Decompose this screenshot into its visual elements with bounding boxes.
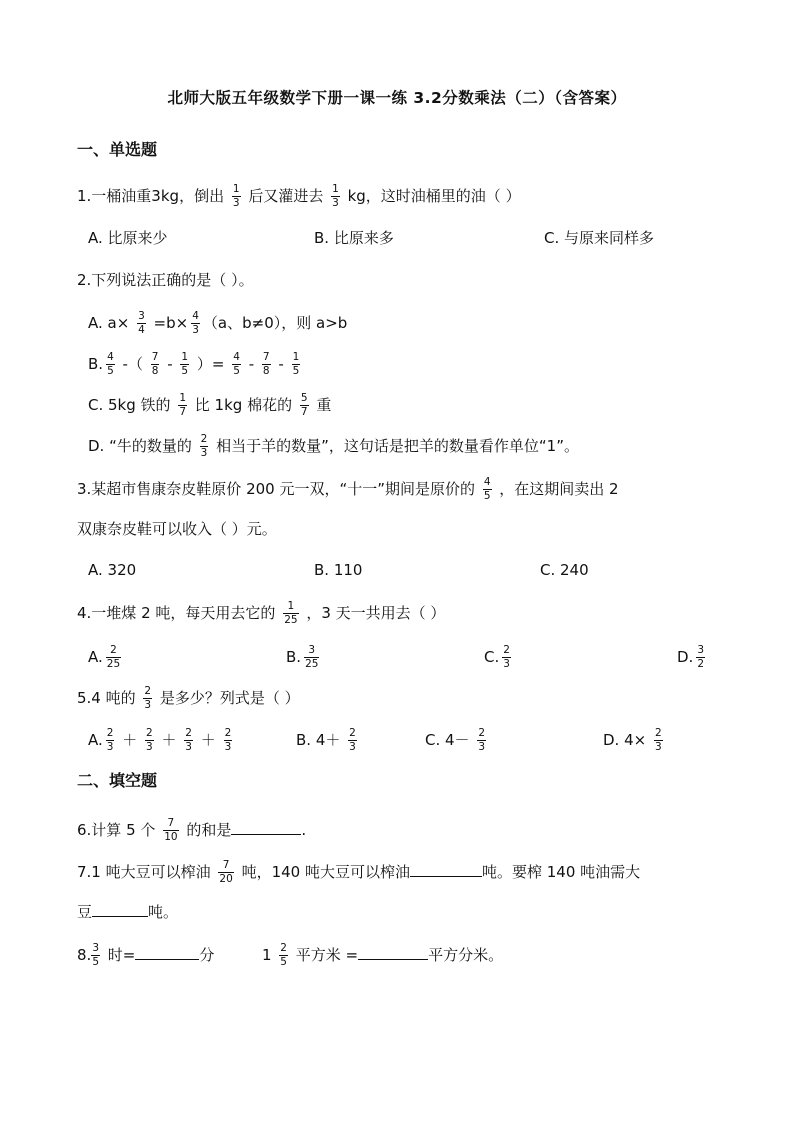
fraction-numerator: 1 [287, 600, 295, 612]
text-fragment: 相当于羊的数量”，这句话是把羊的数量看作单位“1”。 [216, 437, 579, 455]
text-fragment: C. 4－ [425, 731, 470, 749]
fraction-denominator: 3 [192, 324, 199, 336]
fraction-denominator: 3 [349, 741, 356, 753]
fraction-numerator: 2 [110, 644, 117, 656]
answer-blank[interactable] [135, 945, 199, 960]
text-fragment: ，在这期间卖出 2 [499, 480, 619, 498]
question-2: 2.下列说法正确的是（ ）。 [77, 271, 254, 289]
text-fragment: - [278, 355, 284, 373]
answer-blank[interactable] [92, 902, 148, 917]
fraction-numerator: 1 [232, 183, 240, 195]
text-fragment: C. 5kg 铁的 [88, 396, 171, 414]
fraction-numerator: 3 [308, 644, 316, 656]
fraction-numerator: 2 [144, 685, 152, 697]
fraction-denominator: 5 [233, 365, 240, 377]
fraction [696, 645, 705, 670]
q2-option-c[interactable] [88, 393, 331, 418]
text-fragment: ，3 天一共用去（ ） [306, 604, 446, 622]
text-fragment: 重 [316, 396, 332, 414]
text-fragment: . [301, 821, 307, 839]
text-fragment: A. [88, 648, 103, 666]
fraction-denominator: 7 [300, 406, 308, 418]
fraction-denominator: 8 [151, 365, 159, 377]
fraction-denominator: 3 [185, 741, 192, 753]
fraction-denominator: 3 [146, 741, 153, 753]
fraction-denominator: 3 [332, 197, 339, 209]
text-fragment: kg，这时油桶里的油（ ） [347, 187, 521, 205]
fraction-denominator: 5 [107, 365, 114, 377]
q4-option-c[interactable] [484, 645, 514, 670]
fraction-denominator: 3 [503, 658, 510, 670]
text-fragment: ）= [196, 355, 225, 373]
text-fragment: C. [484, 648, 500, 666]
text-fragment: ＋ [161, 731, 177, 749]
fraction-numerator: 2 [654, 727, 662, 739]
text-fragment: D. “牛的数量的 [88, 437, 192, 455]
fraction-denominator: 7 [179, 406, 186, 418]
question-6 [77, 818, 306, 843]
fraction [477, 728, 486, 753]
fraction-denominator: 3 [106, 741, 114, 753]
fraction-numerator: 1 [332, 183, 339, 195]
fraction [232, 184, 241, 209]
answer-blank[interactable] [410, 862, 482, 877]
fraction-numerator: 2 [106, 727, 114, 739]
q2-option-d[interactable] [88, 434, 579, 459]
text-fragment: - [248, 355, 255, 373]
fraction [91, 943, 100, 968]
fraction [106, 728, 115, 753]
fraction-numerator: 1 [292, 351, 300, 363]
text-fragment: 6.计算 5 个 [77, 821, 156, 839]
fraction [106, 352, 115, 377]
fraction-numerator: 7 [222, 859, 230, 871]
q5-option-c[interactable] [425, 728, 489, 753]
q1-option-a[interactable]: A. 比原来少 [88, 229, 168, 247]
fraction [502, 645, 511, 670]
fraction-numerator: 2 [200, 433, 208, 445]
fraction-numerator: 5 [300, 392, 308, 404]
fraction [200, 434, 209, 459]
text-fragment: - [167, 355, 173, 373]
fraction [178, 393, 187, 418]
text-fragment: 吨，140 吨大豆可以榨油 [241, 863, 410, 881]
text-fragment: 8. [77, 946, 92, 964]
fraction-numerator: 2 [280, 942, 287, 954]
text-fragment: 比 1kg 棉花的 [194, 396, 293, 414]
fraction [180, 352, 189, 377]
fraction [304, 645, 319, 670]
text-fragment: 1.一桶油重3kg，倒出 [77, 187, 225, 205]
text-fragment: ＋ [122, 731, 138, 749]
fraction-numerator: 4 [192, 310, 199, 322]
fraction-denominator: 3 [232, 197, 240, 209]
text-fragment: 是多少？列式是（ ） [159, 689, 300, 707]
question-7 [77, 860, 640, 885]
fraction [348, 728, 357, 753]
text-fragment: 后又灌进去 [248, 187, 324, 205]
fraction-numerator: 2 [146, 727, 153, 739]
text-fragment: 吨。 [148, 903, 179, 921]
question-4 [77, 601, 445, 626]
fraction-denominator: 25 [305, 658, 319, 670]
fraction [151, 352, 160, 377]
fraction [106, 645, 121, 670]
fraction-numerator: 7 [167, 817, 175, 829]
fraction [218, 860, 233, 885]
question-5 [77, 686, 300, 711]
fraction-denominator: 3 [654, 741, 662, 753]
text-fragment: 7.1 吨大豆可以榨油 [77, 863, 211, 881]
fraction-denominator: 5 [181, 365, 189, 377]
fraction [163, 818, 178, 843]
question-7-line-2 [77, 902, 178, 922]
q5-option-a[interactable] [88, 728, 235, 753]
text-fragment: 吨。要榨 140 吨油需大 [481, 863, 641, 881]
fraction-numerator: 2 [503, 644, 510, 656]
text-fragment: B. 4＋ [296, 731, 341, 749]
fraction-denominator: 20 [219, 873, 233, 885]
q5-option-d[interactable] [603, 728, 666, 753]
question-8 [77, 943, 503, 968]
text-fragment: 5.4 吨的 [77, 689, 136, 707]
fraction [232, 352, 241, 377]
fraction [145, 728, 154, 753]
answer-blank[interactable] [358, 945, 428, 960]
q2-option-b[interactable] [88, 352, 303, 377]
fraction-numerator: 3 [697, 644, 705, 656]
q1-option-b[interactable]: B. 比原来多 [314, 229, 394, 247]
text-fragment: 平方分米。 [428, 946, 504, 964]
text-fragment: 的和是 [186, 821, 232, 839]
text-fragment: D. 4× [603, 731, 647, 749]
fraction [300, 393, 309, 418]
fraction-numerator: 7 [151, 351, 159, 363]
fraction [224, 728, 233, 753]
text-fragment: B. [286, 648, 302, 666]
fraction-denominator: 3 [144, 699, 152, 711]
fraction-denominator: 4 [138, 324, 145, 336]
text-fragment: 时= [107, 946, 136, 964]
question-3 [77, 477, 619, 502]
fraction-numerator: 1 [181, 351, 189, 363]
fraction-numerator: 7 [262, 351, 270, 363]
question-1 [77, 184, 521, 209]
q4-option-a[interactable] [88, 645, 124, 670]
text-fragment: D. [677, 648, 694, 666]
fraction-numerator: 2 [224, 727, 232, 739]
text-fragment: =b× [153, 314, 189, 332]
fraction-numerator: 3 [92, 942, 99, 954]
fraction-denominator: 5 [280, 956, 287, 968]
fraction-numerator: 1 [179, 392, 186, 404]
fraction [143, 686, 152, 711]
fraction [137, 311, 146, 336]
fraction [279, 943, 288, 968]
q3-option-c[interactable]: C. 240 [540, 561, 589, 579]
text-fragment: 豆 [77, 903, 93, 921]
text-fragment: -（ [122, 355, 143, 373]
text-fragment: A. a× [88, 314, 130, 332]
fraction-numerator: 4 [233, 351, 240, 363]
q1-option-c[interactable]: C. 与原来同样多 [544, 229, 655, 247]
text-fragment: B. [88, 355, 104, 373]
section-heading-single-choice: 一、单选题 [77, 140, 158, 159]
text-fragment: （a、b≠0），则 a>b [202, 314, 348, 332]
q4-option-d[interactable] [677, 645, 708, 670]
text-fragment: 1 [261, 946, 272, 964]
fraction-denominator: 5 [483, 490, 491, 502]
text-fragment: 3.某超市售康奈皮鞋原价 200 元一双，“十一”期间是原价的 [77, 480, 476, 498]
fraction-denominator: 10 [164, 831, 178, 843]
fraction-denominator: 25 [284, 614, 298, 626]
fraction [262, 352, 271, 377]
fraction-numerator: 2 [349, 727, 356, 739]
fraction [292, 352, 301, 377]
fraction-numerator: 4 [483, 476, 491, 488]
fraction-denominator: 5 [92, 956, 99, 968]
page-title: 北师大版五年级数学下册一课一练 3.2分数乘法（二）（含答案） [167, 89, 627, 107]
fraction-numerator: 3 [138, 310, 145, 322]
q3-option-a[interactable]: A. 320 [88, 561, 137, 579]
q5-option-b[interactable] [296, 728, 360, 753]
fraction-numerator: 4 [107, 351, 114, 363]
text-fragment: 分 [199, 946, 215, 964]
fraction-numerator: 2 [185, 727, 192, 739]
q2-option-a[interactable] [88, 311, 347, 336]
text-fragment: 平方米 = [295, 946, 359, 964]
fraction-denominator: 25 [106, 658, 121, 670]
section-heading-fill-blank: 二、填空题 [77, 771, 158, 790]
q4-option-b[interactable] [286, 645, 322, 670]
text-fragment: A. [88, 731, 103, 749]
answer-blank[interactable] [231, 820, 301, 835]
fraction-denominator: 2 [697, 658, 705, 670]
fraction [191, 311, 200, 336]
fraction [331, 184, 340, 209]
q3-option-b[interactable]: B. 110 [314, 561, 363, 579]
question-3-line-2: 双康奈皮鞋可以收入（ ）元。 [77, 520, 277, 538]
fraction-denominator: 3 [224, 741, 232, 753]
fraction [654, 728, 663, 753]
fraction [483, 477, 492, 502]
fraction-denominator: 3 [200, 447, 208, 459]
fraction-denominator: 8 [262, 365, 270, 377]
text-fragment: 4.一堆煤 2 吨，每天用去它的 [77, 604, 276, 622]
text-fragment: ＋ [200, 731, 216, 749]
fraction-denominator: 3 [478, 741, 486, 753]
fraction [184, 728, 193, 753]
fraction-numerator: 2 [478, 727, 486, 739]
fraction [283, 601, 298, 626]
fraction-denominator: 5 [292, 365, 300, 377]
